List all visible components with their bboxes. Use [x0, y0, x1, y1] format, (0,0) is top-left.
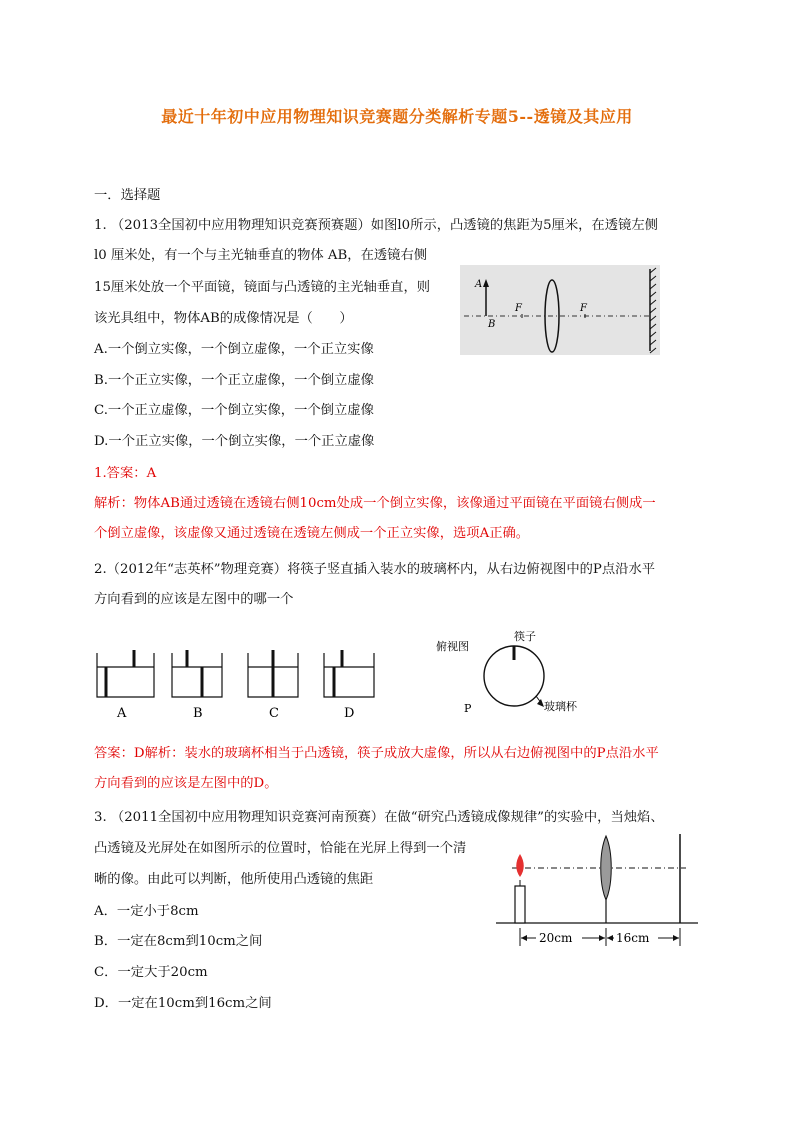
choice-glass-b	[172, 650, 222, 721]
label-b: B	[488, 319, 496, 330]
q3-line-3: 晰的像。由此可以判断，他所使用凸透镜的焦距	[94, 872, 374, 887]
q1-analysis-line-1: 解析：物体AB通过透镜在透镜右侧10cm处成一个倒立实像，该像通过平面镜在平面镜右侧成一	[94, 496, 656, 511]
page-title: 最近十年初中应用物理知识竞赛题分类解析专题5--透镜及其应用	[161, 107, 633, 126]
candle-flame	[516, 854, 524, 877]
label-chopstick: 筷子	[514, 630, 536, 643]
q1-analysis-line-2: 个倒立虚像，该虚像又通过透镜在透镜左侧成一个正立实像，选项A正确。	[94, 526, 530, 541]
q1-option-a: A.一个倒立实像，一个倒立虚像，一个正立实像	[94, 342, 374, 357]
label-top-view: 俯视图	[436, 640, 469, 653]
q1-lens-figure	[460, 265, 660, 355]
q1-line-2: l0 厘米处，有一个与主光轴垂直的物体 AB，在透镜右侧	[94, 248, 428, 263]
label-f-right: F	[580, 303, 587, 314]
q2-choice-figures	[92, 645, 382, 725]
label-choice-a: A	[117, 706, 127, 721]
choice-glass-d	[324, 650, 374, 721]
q1-line-3: 15厘米处放一个平面镜，镜面与凸透镜的主光轴垂直，则	[94, 280, 431, 295]
q2-answer-line-2: 方向看到的应该是左图中的D。	[94, 776, 278, 791]
q3-line-2: 凸透镜及光屏处在如图所示的位置时，恰能在光屏上得到一个清	[94, 841, 467, 856]
candle	[515, 886, 525, 923]
label-a: A	[475, 279, 483, 290]
q3-option-c: C．一定大于20cm	[94, 965, 208, 980]
label-distance-20cm: 20cm	[539, 931, 573, 945]
q3-option-a: A．一定小于8cm	[94, 904, 199, 919]
q2-top-view-figure	[432, 628, 592, 720]
label-choice-c: C	[269, 706, 279, 721]
q1-option-b: B.一个正立实像，一个正立虚像，一个倒立虚像	[94, 373, 374, 388]
q1-line-4: 该光具组中，物体AB的成像情况是（ ）	[94, 311, 353, 326]
convex-lens	[601, 836, 612, 900]
label-point-p: P	[464, 702, 472, 715]
q2-line-1: 2.（2012年“志英杯”物理竞赛）将筷子竖直插入装水的玻璃杯内，从右边俯视图中的P点沿水平	[94, 562, 656, 577]
q2-line-2: 方向看到的应该是左图中的哪一个	[94, 592, 294, 607]
label-distance-16cm: 16cm	[616, 931, 650, 945]
figure-background	[460, 265, 660, 355]
label-glass: 玻璃杯	[544, 700, 577, 713]
q1-line-1: 1. （2013全国初中应用物理知识竞赛预赛题）如图l0所示，凸透镜的焦距为5厘米，在透镜左侧	[94, 218, 658, 233]
q1-option-d: D.一个正立实像，一个倒立实像，一个正立虚像	[94, 434, 375, 449]
choice-glass-c	[248, 650, 298, 721]
label-choice-d: D	[344, 706, 355, 721]
section-heading: 一．选择题	[94, 188, 161, 203]
q2-answer-line-1: 答案：D解析：装水的玻璃杯相当于凸透镜，筷子成放大虚像，所以从右边俯视图中的P点沿水平	[94, 746, 659, 761]
q3-option-d: D．一定在10cm到16cm之间	[94, 996, 272, 1011]
q3-option-b: B．一定在8cm到10cm之间	[94, 934, 263, 949]
label-f-left: F	[515, 303, 522, 314]
q3-experiment-figure	[492, 830, 704, 958]
q1-option-c: C.一个正立虚像，一个倒立实像，一个倒立虚像	[94, 403, 374, 418]
q1-answer: 1.答案：A	[94, 466, 157, 481]
label-choice-b: B	[193, 706, 203, 721]
choice-glass-a	[97, 650, 154, 721]
q3-line-1: 3. （2011全国初中应用物理知识竞赛河南预赛）在做“研究凸透镜成像规律”的实验中，当烛焰、	[94, 810, 664, 825]
